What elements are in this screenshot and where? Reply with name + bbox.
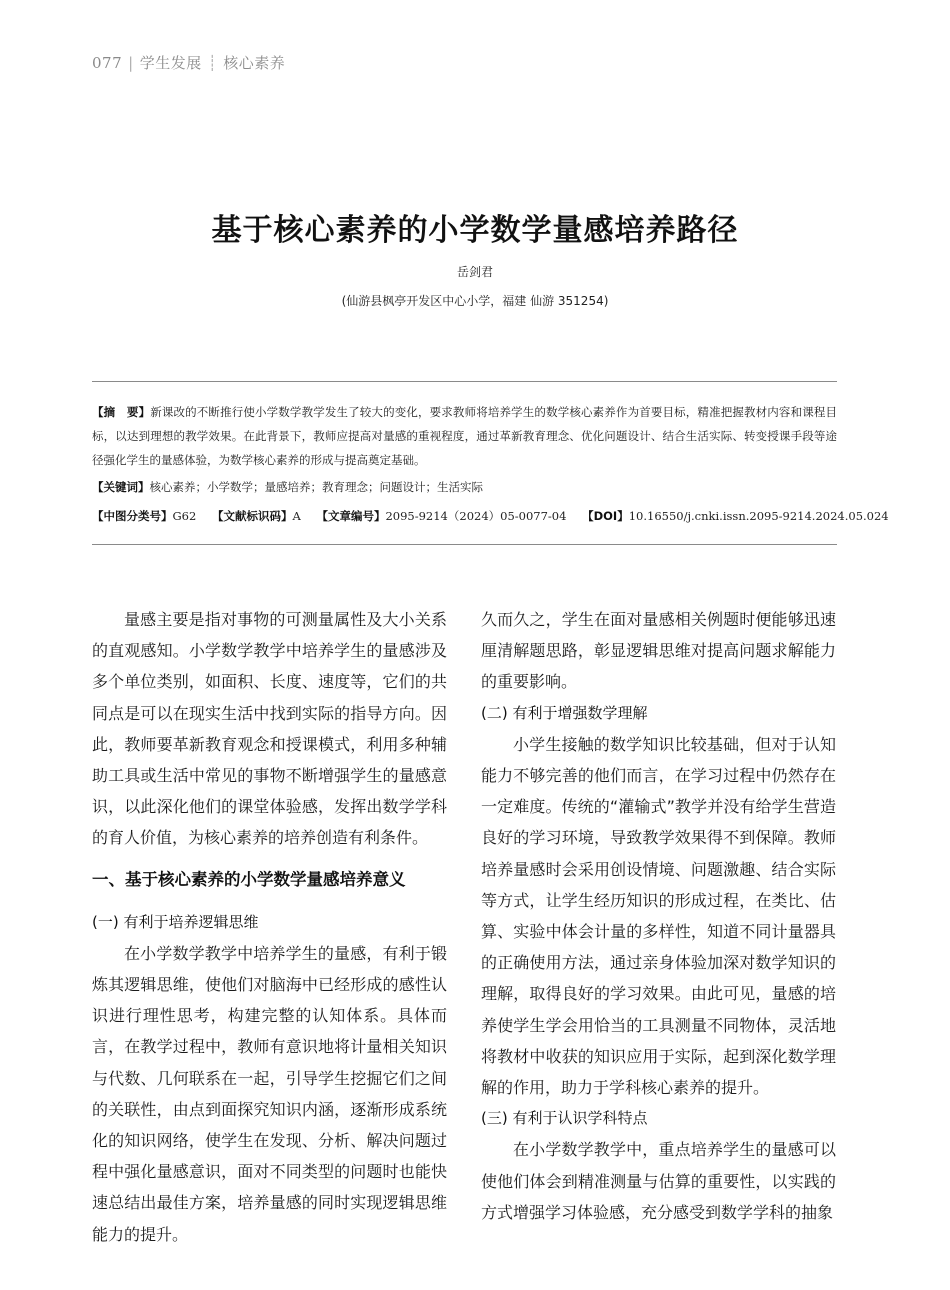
doi-value: 10.16550/j.cnki.issn.2095-9214.2024.05.024: [628, 509, 889, 523]
subsection-3-paragraph: 在小学数学教学中，重点培养学生的量感可以使他们体会到精准测量与估算的重要性，以实践的方式增强学习体验感，充分感受到数学学科的抽象: [481, 1140, 836, 1222]
header-dotted-divider: ┊: [207, 54, 218, 72]
page-number: 077: [92, 54, 123, 72]
subsection-2-paragraph: 小学生接触的数学知识比较基础，但对于认知能力不够完善的他们而言，在学习过程中仍然存在一定难度。传统的“灌输式”教学并没有给学生营造良好的学习环境，导致教学效果得不到保障。教师培养量感时会采用创设情境、问题激趣、结合实际等方式，让学生经历知识的形成过程，在类比、估算、实验中体会计量的多样性，知道不同计量器具的正确使用方法，通过亲身体验加深对数学知识的理解，取得良好的学习效果。由此可见，量感的培养使学生学会用恰当的工具测量不同物体，灵活地将教材中收获的知识应用于实际，起到深化数学理解的作用，助力于学科核心素养的提升。: [481, 734, 836, 1098]
subsection-heading-1: (一) 有利于培养逻辑思维: [92, 912, 259, 931]
article-number-label: 【文章编号】: [316, 509, 386, 523]
author-name: 岳剑君: [456, 265, 493, 279]
section-heading-1: 一、基于核心素养的小学数学量感培养意义: [92, 869, 406, 889]
body-right-column: [481, 604, 836, 1228]
classification-line: [92, 504, 889, 528]
subsection-name: 核心素养: [223, 54, 286, 72]
keywords-label: 【关键词】: [92, 480, 150, 494]
bottom-rule: [92, 544, 837, 545]
keywords-text: 核心素养；小学数学；量感培养；教育理念；问题设计；生活实际: [149, 480, 483, 494]
abstract: [92, 400, 837, 472]
article-title: 基于核心素养的小学数学量感培养路径: [211, 213, 739, 248]
doc-code-label: 【文献标识码】: [211, 509, 293, 523]
keywords: [92, 475, 837, 499]
abstract-text: 新课改的不断推行使小学数学教学发生了较大的变化，要求教师将培养学生的数学核心素养作为首要目标，精准把握教材内容和课程目标，以达到理想的教学效果。在此背景下，教师应提高对量感的重视程度，通过革新教育理念、优化问题设计、结合生活实际、转变授课手段等途径强化学生的量感体验，为数学核心素养的形成与提高奠定基础。: [92, 405, 837, 467]
clc-value: G62: [172, 509, 197, 523]
subsection-heading-2: (二) 有利于增强数学理解: [481, 703, 648, 722]
article-number-value: 2095-9214（2024）05-0077-04: [385, 509, 567, 523]
author-affiliation: (仙游县枫亭开发区中心小学，福建 仙游 351254): [341, 294, 609, 308]
intro-paragraph: 量感主要是指对事物的可测量属性及大小关系的直观感知。小学数学教学中培养学生的量感涉及多个单位类别，如面积、长度、速度等，它们的共同点是可以在现实生活中找到实际的指导方向。因此，教师要革新教育观念和授课模式，利用多种辅助工具或生活中常见的事物不断增强学生的量感意识，以此深化他们的课堂体验感，发挥出数学学科的育人价值，为核心素养的培养创造有利条件。: [92, 610, 447, 848]
top-rule: [92, 381, 837, 382]
header-divider: |: [128, 54, 134, 72]
clc-label: 【中图分类号】: [92, 509, 173, 523]
doc-code-value: A: [292, 509, 301, 523]
subsection-1-paragraph: 在小学数学教学中培养学生的量感，有利于锻炼其逻辑思维，使他们对脑海中已经形成的感性认识进行理性思考，构建完整的认知体系。具体而言，在教学过程中，教师有意识地将计量相关知识与代数、几何联系在一起，引导学生挖掘它们之间的关联性，由点到面探究知识内涵，逐渐形成系统化的知识网络，使学生在发现、分析、解决问题过程中强化量感意识，面对不同类型的问题时也能快速总结出最佳方案，培养量感的同时实现逻辑思维能力的提升。: [92, 943, 447, 1244]
subsection-heading-3: (三) 有利于认识学科特点: [481, 1109, 648, 1128]
body-left-column: [92, 604, 447, 1250]
abstract-label: 【摘 要】: [92, 405, 151, 419]
doi-label: 【DOI】: [582, 509, 629, 523]
running-head: [92, 52, 285, 73]
continued-paragraph: 久而久之，学生在面对量感相关例题时便能够迅速厘清解题思路，彰显逻辑思维对提高问题求解能力的重要影响。: [481, 610, 836, 692]
section-name: 学生发展: [139, 54, 202, 72]
